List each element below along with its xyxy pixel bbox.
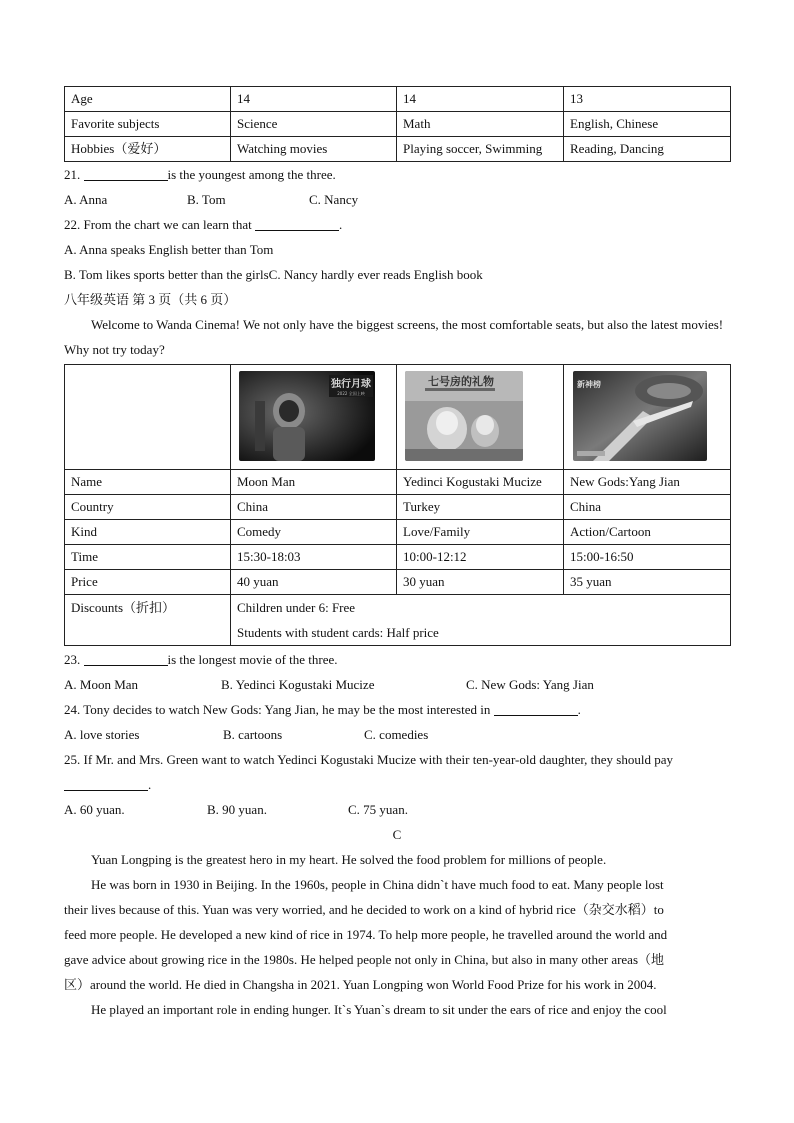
question-21 bbox=[64, 162, 730, 187]
answer-blank[interactable] bbox=[84, 166, 168, 181]
section-heading: C bbox=[392, 827, 402, 842]
table-row bbox=[65, 520, 731, 545]
table-cell: 14 bbox=[397, 87, 564, 112]
discount-cell bbox=[231, 595, 731, 646]
table-cell: Action/Cartoon bbox=[564, 520, 731, 545]
question-21-options bbox=[64, 187, 730, 212]
row-label: Time bbox=[65, 545, 231, 570]
table-row bbox=[65, 545, 731, 570]
question-25: 25. If Mr. and Mrs. Green want to watch Yedinci Kogustaki Mucize with their ten-year-old daughter, they should pay bbox=[64, 752, 673, 767]
row-label: Kind bbox=[65, 520, 231, 545]
table-cell: 40 yuan bbox=[231, 570, 397, 595]
question-24-options bbox=[64, 722, 730, 747]
passage-line: gave advice about growing rice in the 1980s. He helped people not only in China, but also in many other areas（地 bbox=[64, 952, 665, 967]
question-22: 22. From the chart we can learn that . bbox=[64, 217, 343, 232]
poster-cell bbox=[564, 365, 731, 470]
question-text: 24. Tony decides to watch New Gods: Yang Jian, he may be the most interested in bbox=[64, 702, 491, 717]
option-c[interactable]: C. Nancy bbox=[309, 192, 359, 207]
answer-blank[interactable] bbox=[494, 701, 578, 716]
table-cell: 15:00-16:50 bbox=[564, 545, 731, 570]
table-cell: New Gods:Yang Jian bbox=[564, 470, 731, 495]
student-chart-table bbox=[64, 86, 731, 162]
question-24: 24. Tony decides to watch New Gods: Yang Jian, he may be the most interested in . bbox=[64, 702, 581, 717]
table-cell: China bbox=[564, 495, 731, 520]
table-cell: 30 yuan bbox=[397, 570, 564, 595]
option-a[interactable]: A. Anna speaks English better than Tom bbox=[64, 242, 274, 257]
page-footer: 八年级英语 第 3 页（共 6 页） bbox=[64, 292, 237, 307]
table-row bbox=[65, 495, 731, 520]
table-cell: Moon Man bbox=[231, 470, 397, 495]
table-cell: China bbox=[231, 495, 397, 520]
table-row bbox=[65, 595, 731, 646]
poster-title: 独行月球 bbox=[331, 379, 371, 390]
question-number: 21. bbox=[64, 167, 84, 182]
answer-blank[interactable] bbox=[84, 651, 168, 666]
passage-line: 区）around the world. He died in Changsha in 2021. Yuan Longping won World Food Prize for his work in 2004. bbox=[64, 977, 657, 992]
row-label: Hobbies（爱好） bbox=[65, 137, 231, 162]
option-b[interactable]: B. Yedinci Kogustaki Mucize bbox=[221, 677, 375, 692]
passage-line: their lives because of this. Yuan was very worried, and he decided to work on a kind of hybrid rice（杂交水稻）to bbox=[64, 902, 664, 917]
answer-blank[interactable] bbox=[64, 776, 148, 791]
table-row bbox=[65, 570, 731, 595]
table-cell: 10:00-12:12 bbox=[397, 545, 564, 570]
question-number: 23. bbox=[64, 652, 81, 667]
new-gods-poster bbox=[573, 371, 707, 461]
table-cell: 35 yuan bbox=[564, 570, 731, 595]
option-b[interactable]: B. cartoons bbox=[223, 727, 283, 742]
table-cell: 14 bbox=[231, 87, 397, 112]
moon-man-poster bbox=[239, 371, 375, 461]
table-row bbox=[65, 112, 731, 137]
poster-cell bbox=[231, 365, 397, 470]
table-cell: Comedy bbox=[231, 520, 397, 545]
row-label: Age bbox=[65, 87, 231, 112]
passage-line: He was born in 1930 in Beijing. In the 1960s, people in China didn`t have much food to eat. Many people lost bbox=[91, 877, 664, 892]
table-cell: Reading, Dancing bbox=[564, 137, 731, 162]
seventh-room-poster bbox=[405, 371, 523, 461]
table-cell: Yedinci Kogustaki Mucize bbox=[397, 470, 564, 495]
poster-title: 新神榜 bbox=[577, 380, 601, 389]
table-cell: Math bbox=[397, 112, 564, 137]
option-b[interactable]: B. Tom bbox=[187, 192, 226, 207]
table-cell: Turkey bbox=[397, 495, 564, 520]
exam-page bbox=[64, 86, 730, 1022]
discount-line: Students with student cards: Half price bbox=[237, 625, 439, 640]
option-a[interactable]: A. love stories bbox=[64, 727, 140, 742]
table-cell: 13 bbox=[564, 87, 731, 112]
option-bc[interactable]: B. Tom likes sports better than the girlsC. Nancy hardly ever reads English book bbox=[64, 267, 483, 282]
passage-paragraph: He played an important role in ending hunger. It`s Yuan`s dream to sit under the ears of rice and enjoy the cool bbox=[91, 1002, 667, 1017]
question-23-options bbox=[64, 672, 730, 697]
table-row bbox=[65, 137, 731, 162]
row-label: Country bbox=[65, 495, 231, 520]
table-cell: English, Chinese bbox=[564, 112, 731, 137]
option-a[interactable]: A. Anna bbox=[64, 192, 108, 207]
option-c[interactable]: C. comedies bbox=[364, 727, 429, 742]
poster-subtitle: 2022 全国上映 bbox=[337, 391, 365, 396]
discount-line: Children under 6: Free bbox=[237, 600, 356, 615]
question-25-blank-line: . bbox=[64, 772, 730, 797]
option-c[interactable]: C. New Gods: Yang Jian bbox=[466, 677, 594, 692]
table-cell: Watching movies bbox=[231, 137, 397, 162]
question-25-options bbox=[64, 797, 730, 822]
option-a[interactable]: A. 60 yuan. bbox=[64, 802, 125, 817]
option-c[interactable]: C. 75 yuan. bbox=[348, 802, 408, 817]
poster-row bbox=[65, 365, 731, 470]
question-text: is the longest movie of the three. bbox=[167, 652, 338, 667]
table-cell: Playing soccer, Swimming bbox=[397, 137, 564, 162]
option-b[interactable]: B. 90 yuan. bbox=[207, 802, 267, 817]
passage-paragraph: Yuan Longping is the greatest hero in my heart. He solved the food problem for millions of people. bbox=[91, 852, 607, 867]
table-cell: Science bbox=[231, 112, 397, 137]
poster-cell bbox=[397, 365, 564, 470]
divider bbox=[403, 365, 531, 366]
row-label: Price bbox=[65, 570, 231, 595]
cinema-table bbox=[64, 364, 731, 646]
question-text: 22. From the chart we can learn that bbox=[64, 217, 252, 232]
empty-cell bbox=[65, 365, 231, 470]
row-label: Favorite subjects bbox=[65, 112, 231, 137]
answer-blank[interactable] bbox=[255, 216, 339, 231]
poster-title: 七号房的礼物 bbox=[428, 375, 494, 388]
cinema-intro: Welcome to Wanda Cinema! We not only have the biggest screens, the most comfortable seats, but also the latest movies! Why not try today? bbox=[64, 317, 724, 357]
passage-line: feed more people. He developed a new kind of rice in 1974. To help more people, he travelled around the world and bbox=[64, 927, 668, 942]
option-a[interactable]: A. Moon Man bbox=[64, 677, 139, 692]
table-cell: Love/Family bbox=[397, 520, 564, 545]
table-row bbox=[65, 470, 731, 495]
table-row bbox=[65, 87, 731, 112]
row-label: Name bbox=[65, 470, 231, 495]
question-text: is the youngest among the three. bbox=[167, 167, 336, 182]
row-label: Discounts（折扣） bbox=[65, 595, 231, 646]
question-23 bbox=[64, 647, 730, 672]
table-cell: 15:30-18:03 bbox=[231, 545, 397, 570]
